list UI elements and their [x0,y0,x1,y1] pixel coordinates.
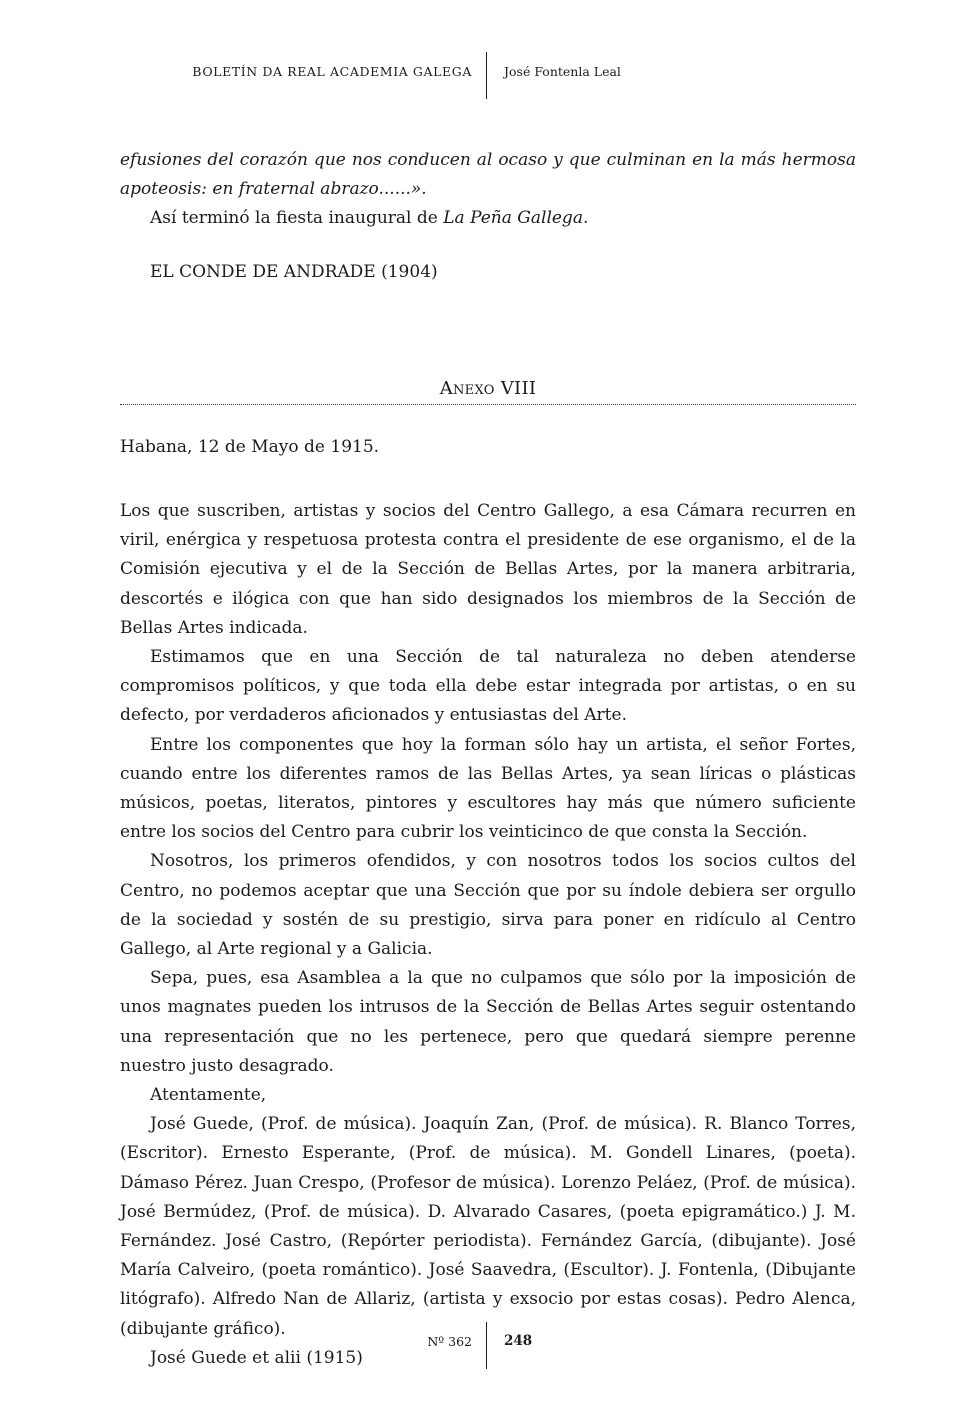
letter-body [120,497,856,1373]
letter-signature: José Guede et alii (1915) [150,1347,363,1368]
quote-paragraph [120,146,856,204]
issue-number: Nº 362 [427,1334,472,1349]
letter-date: Habana, 12 de Mayo de 1915. [120,437,380,457]
header-divider [486,52,487,99]
closing-title: La Peña Gallega [443,208,583,229]
annex-title: Anexo VIII [439,378,537,399]
closing-suffix: . [582,208,589,229]
closing-paragraph [120,204,856,233]
preceding-text [120,146,856,234]
signatories: José Guede, (Prof. de música). Joaquín Zan, (Prof. de música). R. Blanco Torres, (Escritor). Ernesto Esperante, (Prof. de música). M. Gondell Linares, (poeta). Dámaso Pérez. Juan Crespo, (Profesor de música). Lorenzo Peláez, (Prof. de música). José Bermúdez, (Prof. de música). D. Alvarado Casares, (poeta epigramático.) J. M. Fernández. José Castro, (Repórter periodista). Fernández García, (dibujante). José María Calveiro, (poeta romántico). José Saavedra, (Escultor). J. Fontenla, (Dibujante litógrafo). Alfredo Nan de Allariz, (artista y exsocio por estas cosas). Pedro Alenca, (dibujante gráfico). [120,1114,856,1339]
paragraph: Los que suscriben, artistas y socios del Centro Gallego, a esa Cámara recurren en viril, enérgica y respetuosa protesta contra el presidente de ese organismo, el de la Comisión ejecutiva y el de la Sección de Bellas Artes, por la manera arbitraria, descortés e ilógica con que han sido designados los miembros de la Sección de Bellas Artes indicada. [120,501,856,638]
paragraph: Estimamos que en una Sección de tal naturaleza no deben atenderse compromisos políticos, y que toda ella debe estar integrada por artistas, o en su defecto, por verdaderos aficionados y entusiastas del Arte. [120,647,856,726]
closing-text: Así terminó la fiesta inaugural de [150,208,444,229]
running-header-journal: BOLETÍN DA REAL ACADEMIA GALEGA [192,64,472,79]
page-number: 248 [504,1333,533,1349]
quote-text: efusiones del corazón que nos conducen al ocaso y que culminan en la más hermosa apoteosis: en fraternal abrazo......». [120,150,856,200]
dotted-divider [120,404,856,405]
running-header-author: José Fontenla Leal [504,64,621,79]
paragraph: Sepa, pues, esa Asamblea a la que no culpamos que sólo por la imposición de unos magnates pueden los intrusos de la Sección de Bellas Artes seguir ostentando una representación que no les pertenece, pero que quedará siempre perenne nuestro justo desagrado. [120,968,856,1076]
paragraph: Nosotros, los primeros ofendidos, y con nosotros todos los socios cultos del Centro, no podemos aceptar que una Sección que por su índole debiera ser orgullo de la sociedad y sostén de su prestigio, sirva para poner en ridículo al Centro Gallego, al Arte regional y a Galicia. [120,851,856,960]
salutation: Atentamente, [150,1085,267,1106]
footer-divider [486,1322,487,1369]
signature-conde: EL CONDE DE ANDRADE (1904) [150,262,438,282]
paragraph: Entre los componentes que hoy la forman sólo hay un artista, el señor Fortes, cuando entre los diferentes ramos de las Bellas Artes, ya sean líricas o plásticas músicos, poetas, literatos, pintores y escultores hay más que número suficiente entre los socios del Centro para cubrir los veinticinco de que consta la Sección. [120,734,856,843]
